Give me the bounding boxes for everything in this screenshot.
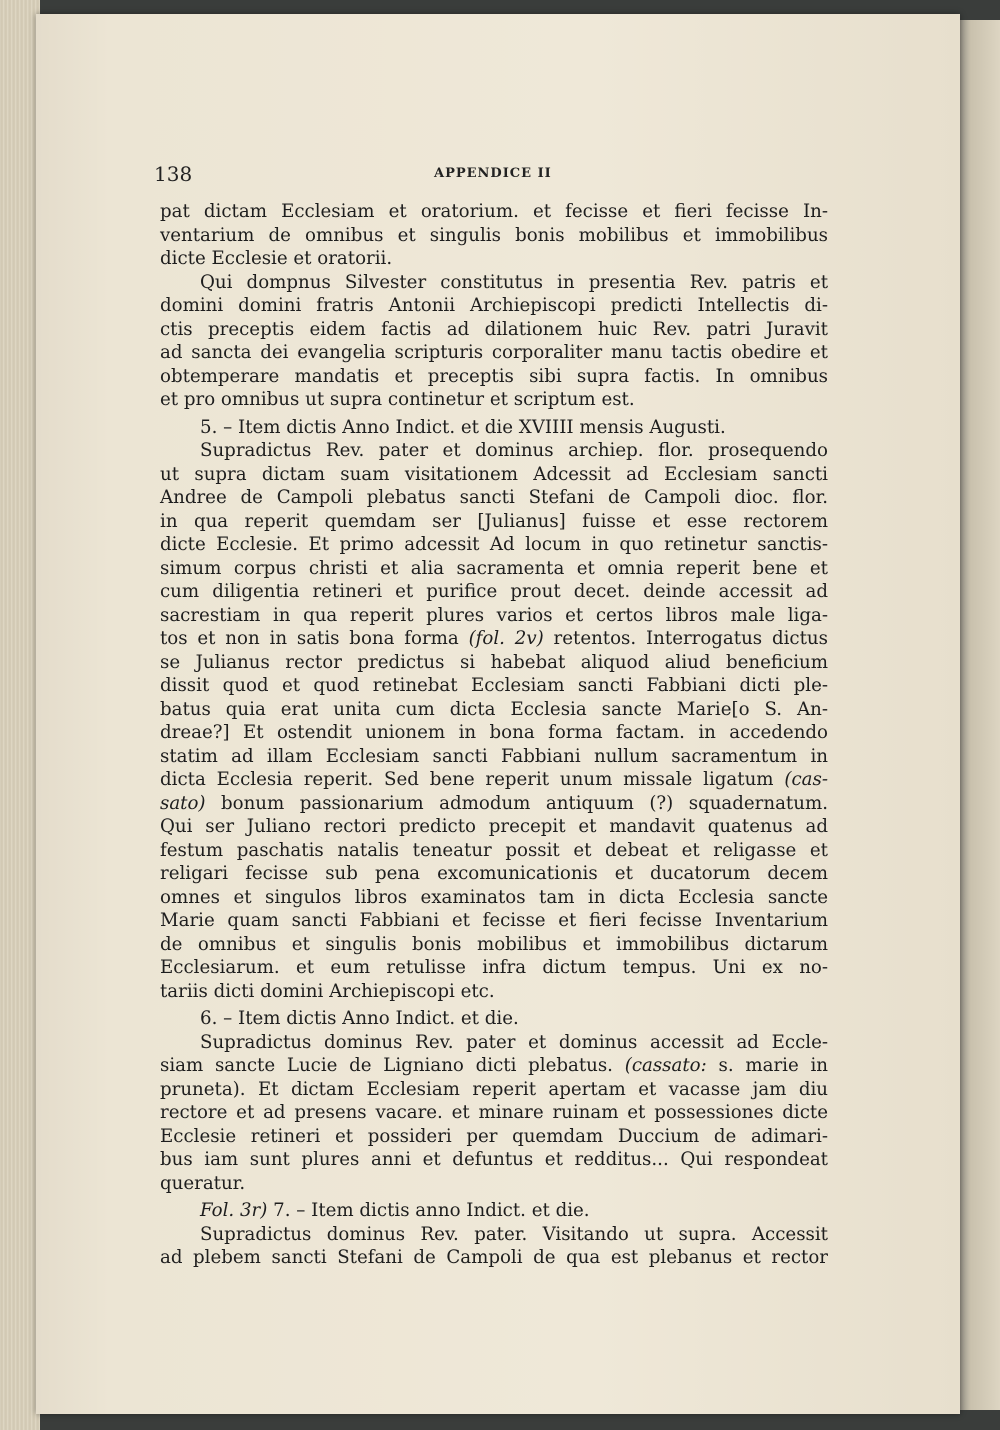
text-line [160,768,828,792]
page-number: 138 [154,162,193,186]
editorial-note: (cassato: [624,1055,707,1076]
text-line [160,627,828,651]
text-line: bus iam sunt plures anni et defuntus et redditus... Qui respondeat [160,1149,828,1170]
text-line: statim ad illam Ecclesiam sancti Fabbiani nullum sacramentum in [160,745,828,767]
text-segment: tos et non in satis bona forma [160,628,459,649]
text-line: sacrestiam in qua reperit plures varios et certos libros male liga- [160,604,828,626]
running-head: APPENDICE II [434,166,552,181]
section-heading [160,1199,828,1223]
text-line: pat dictam Ecclesiam et oratorium. et fecisse et fieri fecisse In- [160,201,828,222]
text-line: Ecclesie retineri et possideri per quemdam Duccium de adimari- [160,1125,828,1147]
text-segment: 7. – Item dictis anno Indict. et die. [273,1200,590,1221]
text-line: batus quia erat unita cum dicta Ecclesia sancte Marie[o S. An- [160,698,828,720]
text-line: in qua reperit quemdam ser [Julianus] fuisse et esse rectorem [160,510,828,532]
text-line: Ecclesiarum. et eum retulisse infra dictum tempus. Uni ex no- [160,957,828,978]
section-heading: 6. – Item dictis Anno Indict. et die. [200,1008,519,1029]
text-line: ut supra dictam suam visitationem Adcessit ad Ecclesiam sancti [160,463,828,485]
text-line: obtemperare mandatis et preceptis sibi supra factis. In omnibus [160,365,828,387]
page-stack-edge [0,0,40,1430]
text-line: omnes et singulos libros examinatos tam in dicta Ecclesia sancte [160,886,828,908]
text-segment: dicta Ecclesia reperit. Sed bene reperit unum missale ligatum [160,769,774,790]
text-segment: bonum passionarium admodum antiquum (?) squadernatum. [221,792,828,814]
text-line: dicte Ecclesie et oratorii. [160,248,393,269]
text-line [160,792,828,816]
text-line: rectore et ad presens vacare. et minare ruinam et possessiones dicte [160,1102,828,1123]
text-segment: s. marie in [718,1055,828,1076]
page-header [154,162,828,192]
text-line: ad plebem sancti Stefani de Campoli de qua est plebanus et rector [160,1247,828,1268]
text-line: pruneta). Et dictam Ecclesiam reperit apertam et vacasse jam diu [160,1078,828,1100]
text-line: ventarium de omnibus et singulis bonis mobilibus et immobilibus [160,224,828,246]
body-text [160,200,828,1270]
text-line: tariis dicti domini Archiepiscopi etc. [160,980,495,1002]
text-line: cum diligentia retineri et purifice prout decet. deinde accessit ad [160,581,828,602]
text-line: simum corpus christi et alia sacramenta et omnia reperit bene et [160,557,828,579]
text-line: Andree de Campoli plebatus sancti Stefani de Campoli dioc. flor. [160,487,828,508]
text-line: dicte Ecclesie. Et primo adcessit Ad locum in quo retinetur sanctis- [160,534,828,555]
text-line: et pro omnibus ut supra continetur et scriptum est. [160,389,635,410]
text-line: ctis preceptis eidem factis ad dilationem huic Rev. patri Juravit [160,318,828,340]
text-line: queratur. [160,1172,246,1194]
text-segment: retentos. Interrogatus dictus [553,628,828,649]
text-segment: siam sancte Lucie de Ligniano dicti plebatus. [160,1055,613,1076]
text-line: Supradictus dominus Rev. pater. Visitando ut supra. Accessit [200,1223,828,1245]
folio-reference: Fol. 3r) [200,1200,268,1221]
section-heading: 5. – Item dictis Anno Indict. et die XVIIII mensis Augusti. [200,416,726,438]
text-line [160,1054,828,1078]
text-line: Supradictus Rev. pater et dominus archiep. flor. prosequendo [200,440,828,461]
text-line: de omnibus et singulis bonis mobilibus et immobilibus dictarum [160,933,828,955]
text-line: Qui ser Juliano rectori predicto precepit et mandavit quatenus ad [160,816,828,837]
facing-page-edge [958,20,1000,1410]
text-line: Marie quam sancti Fabbiani et fecisse et fieri fecisse Inventarium [160,910,828,931]
text-line: se Julianus rector predictus si habebat aliquod aliud beneficium [160,651,828,673]
editorial-note: (cas- [784,769,828,790]
text-line: religari fecisse sub pena excomunicationis et ducatorum decem [160,863,828,884]
text-line: Qui dompnus Silvester constitutus in presentia Rev. patris et [200,271,828,293]
text-line: dissit quod et quod retinebat Ecclesiam sancti Fabbiani dicti ple- [160,675,828,696]
editorial-note: sato) [160,792,206,814]
text-line: ad sancta dei evangelia scripturis corporaliter manu tactis obedire et [160,342,828,363]
text-line: domini domini fratris Antonii Archiepiscopi predicti Intellectis di- [160,295,828,316]
text-line: festum paschatis natalis teneatur possit et debeat et religasse et [160,839,828,861]
text-line: Supradictus dominus Rev. pater et dominus accessit ad Eccle- [200,1031,828,1053]
folio-reference: (fol. 2v) [468,628,544,649]
text-line: dreae?] Et ostendit unionem in bona forma factam. in accedendo [160,722,828,743]
